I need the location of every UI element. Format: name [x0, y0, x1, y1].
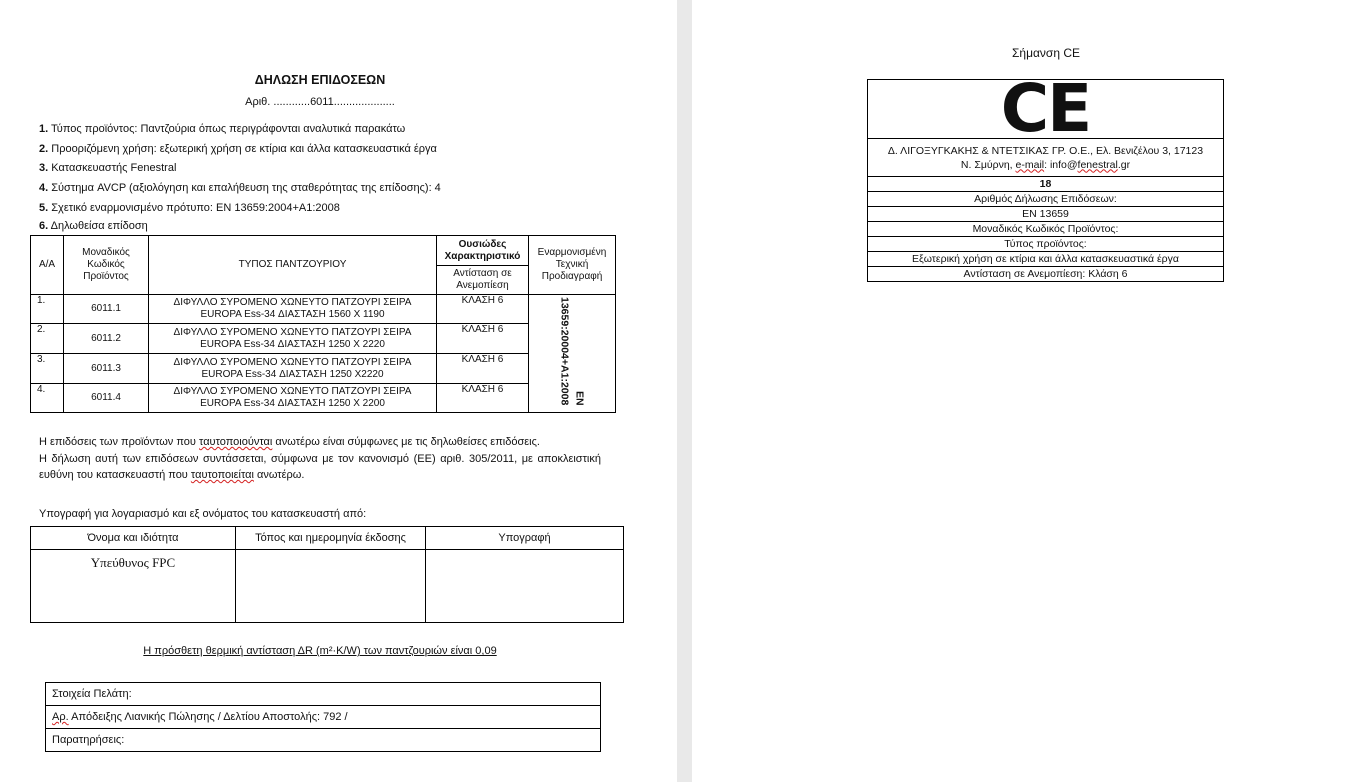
item-product-type: 1. Τύπος προϊόντος: Παντζούρια όπως περιγράφονται αναλυτικά παρακάτω [39, 123, 406, 135]
products-table [30, 235, 616, 413]
ce-row: Αντίσταση σε Ανεμοπίεση: Κλάση 6 [868, 267, 1224, 282]
declaration-number: Αριθ. ............6011.................... [245, 96, 395, 108]
ce-row: Αριθμός Δήλωσης Επιδόσεων: [868, 192, 1224, 207]
header-aa: Α/Α [31, 236, 64, 295]
ce-row: Μοναδικός Κωδικός Προϊόντος: [868, 222, 1224, 237]
ce-logo-icon: CE [1000, 79, 1091, 139]
customer-details: Στοιχεία Πελάτη: [46, 683, 601, 706]
signature-cell [426, 550, 624, 623]
signature-intro: Υπογραφή για λογαριασμό και εξ ονόματος του κατασκευαστή από: [39, 508, 367, 520]
table-row: 4. 6011.4 ΔΙΦΥΛΛΟ ΣΥΡΟΜΕΝΟ ΧΩΝΕΥΤΟ ΠΑΤΖΟΥΡΙ ΣΕΙΡΑ EUROPA Ess-34 ΔΙΑΣΤΑΣΗ 1250 X 2200 ΚΛΑΣΗ 6 [31, 384, 616, 413]
header-spec: Εναρμονισμένη Τεχνική Προδιαγραφή [529, 236, 616, 295]
spec-value-line1: EN [573, 391, 586, 406]
ce-row: Εξωτερική χρήση σε κτίρια και άλλα κατασκευαστικά έργα [868, 252, 1224, 267]
thermal-resistance-note: Η πρόσθετη θερμική αντίσταση ΔR (m²·K/W) των παντζουριών είναι 0,09 [143, 645, 497, 657]
signature-col-name: Όνομα και ιδιότητα [31, 527, 236, 550]
declaration-page [0, 0, 677, 782]
document-title: ΔΗΛΩΣΗ ΕΠΙΔΟΣΕΩΝ [254, 73, 386, 87]
item-standard: 5. Σχετικό εναρμονισμένο πρότυπο: EN 13659:2004+A1:2008 [39, 202, 340, 214]
signature-col-signature: Υπογραφή [426, 527, 624, 550]
remarks: Παρατηρήσεις: [46, 729, 601, 752]
spec-value-line2: 13659:20004+A1:2008 [558, 297, 571, 406]
place-date-cell [236, 550, 426, 623]
header-essential: Ουσιώδες Χαρακτηριστικό [437, 236, 529, 266]
ce-logo-cell [868, 80, 1224, 139]
ce-row: EN 13659 [868, 207, 1224, 222]
ce-row: Τύπος προϊόντος: [868, 237, 1224, 252]
spec-value-cell [529, 295, 616, 413]
ce-marking-title: Σήμανση CE [1011, 46, 1081, 60]
ce-marking-page [692, 0, 1355, 782]
manufacturer-info: Δ. ΛΙΓΟΞΥΓΚΑΚΗΣ & ΝΤΕΤΣΙΚΑΣ ΓΡ. Ο.Ε., Ελ. Βενιζέλου 3, 17123 Ν. Σμύρνη, e-mail: info@fenestral.gr [868, 139, 1224, 177]
table-row: 3. 6011.3 ΔΙΦΥΛΛΟ ΣΥΡΟΜΕΝΟ ΧΩΝΕΥΤΟ ΠΑΤΖΟΥΡΙ ΣΕΙΡΑ EUROPA Ess-34 ΔΙΑΣΤΑΣΗ 1250 X2220 ΚΛΑΣΗ 6 [31, 354, 616, 384]
ce-year: 18 [868, 177, 1224, 192]
ce-label-table [867, 79, 1224, 282]
item-intended-use: 2. Προοριζόμενη χρήση: εξωτερική χρήση σε κτίρια και άλλα κατασκευαστικά έργα [39, 143, 437, 155]
header-wind-resistance: Αντίσταση σε Ανεμοπίεση [437, 266, 529, 295]
item-manufacturer: 3. Κατασκευαστής Fenestral [39, 162, 177, 174]
conformity-statement: Η επιδόσεις των προϊόντων που ταυτοποιούνται ανωτέρω είναι σύμφωνες με τις δηλωθείσες επιδόσεις. Η δήλωση αυτή των επιδόσεων συντάσσεται, σύμφωνα με τον κανονισμό (ΕΕ) αριθ. 305/2011, με αποκλειστική ευθύνη του κατασκευαστή που ταυτοποιείται ανωτέρω. [39, 436, 601, 481]
receipt-number: Αρ. Απόδειξης Λιανικής Πώλησης / Δελτίου Αποστολής: 792 / [46, 706, 601, 729]
signature-table [30, 526, 624, 623]
customer-table [45, 682, 601, 752]
item-declared-performance: 6. Δηλωθείσα επίδοση [39, 220, 148, 232]
table-row: 2. 6011.2 ΔΙΦΥΛΛΟ ΣΥΡΟΜΕΝΟ ΧΩΝΕΥΤΟ ΠΑΤΖΟΥΡΙ ΣΕΙΡΑ EUROPA Ess-34 ΔΙΑΣΤΑΣΗ 1250 X 2220 ΚΛΑΣΗ 6 [31, 324, 616, 354]
item-avcp: 4. Σύστημα AVCP (αξιολόγηση και επαλήθευση της σταθερότητας της επίδοσης): 4 [39, 182, 441, 194]
signature-col-place-date: Τόπος και ημερομηνία έκδοσης [236, 527, 426, 550]
responsible-name: Υπεύθυνος FPC [31, 550, 236, 623]
header-code: Μοναδικός Κωδικός Προϊόντος [64, 236, 149, 295]
header-type: ΤΥΠΟΣ ΠΑΝΤΖΟΥΡΙΟΥ [149, 236, 437, 295]
table-row: 1. 6011.1 ΔΙΦΥΛΛΟ ΣΥΡΟΜΕΝΟ ΧΩΝΕΥΤΟ ΠΑΤΖΟΥΡΙ ΣΕΙΡΑ EUROPA Ess-34 ΔΙΑΣΤΑΣΗ 1560 X 1190 ΚΛΑΣΗ 6 13659:20004+A1:2008 EN [31, 295, 616, 324]
